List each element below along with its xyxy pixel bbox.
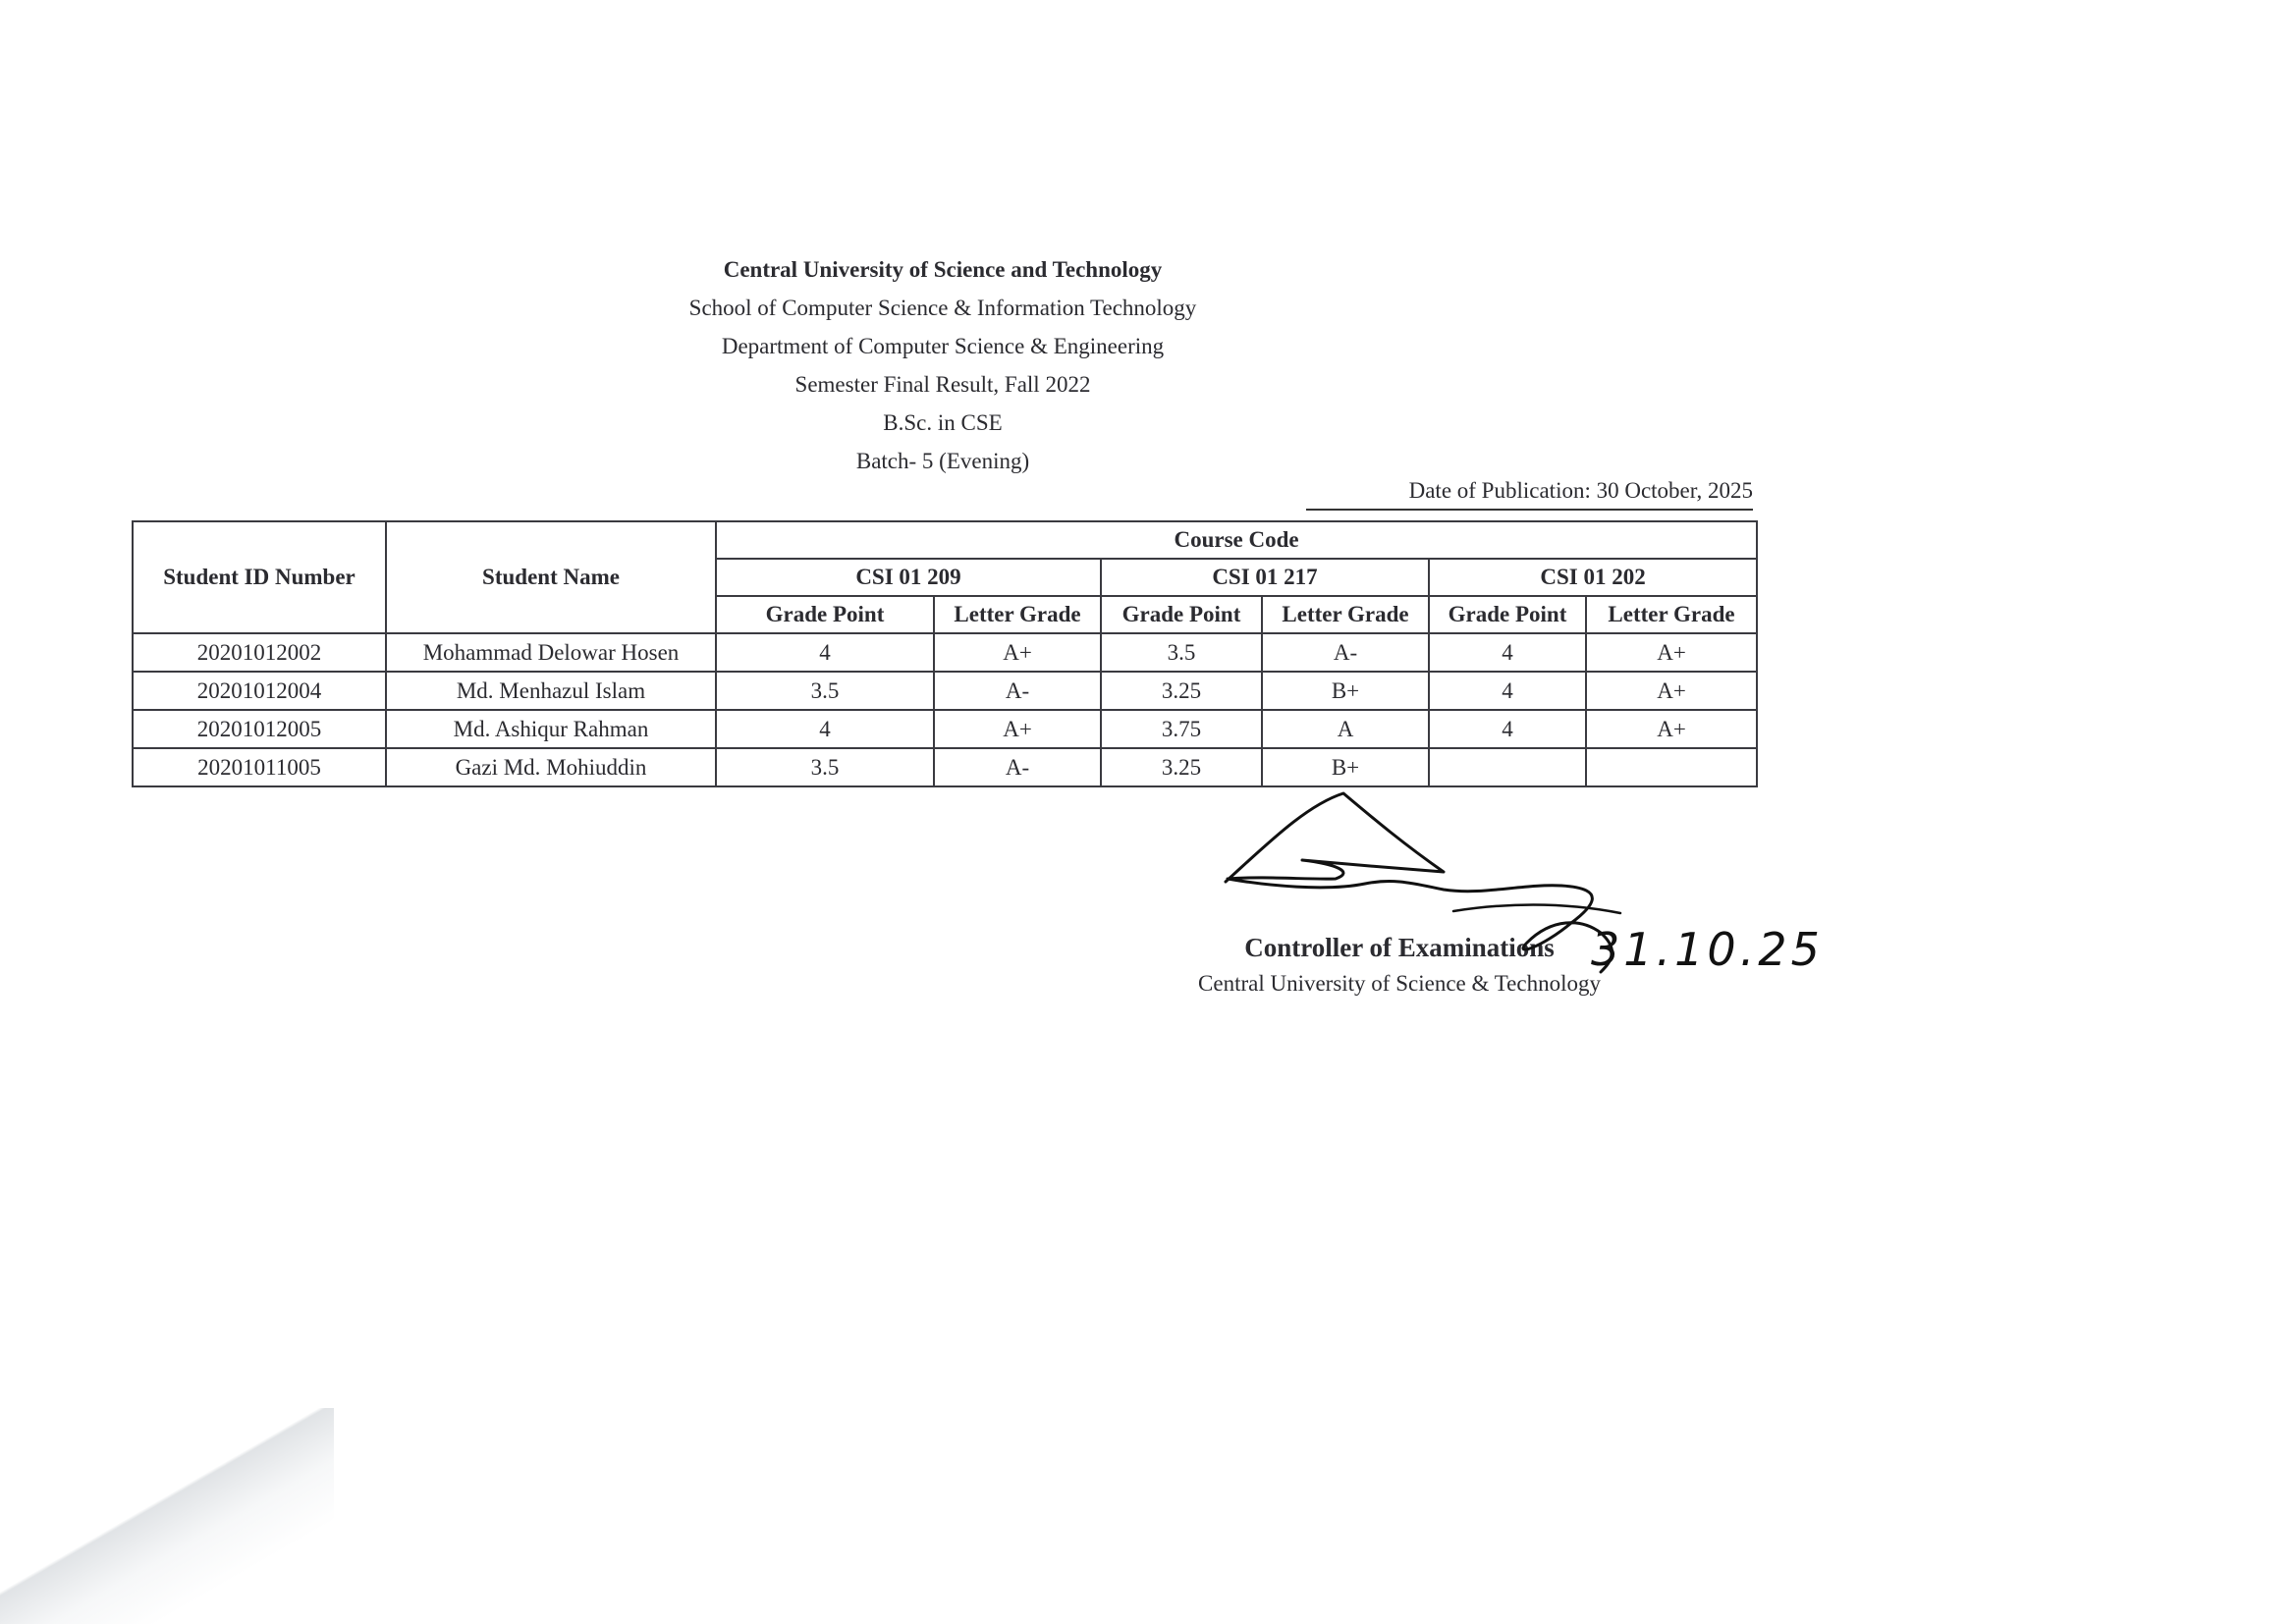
grade-point-cell: [1429, 748, 1586, 786]
publication-date: Date of Publication: 30 October, 2025: [1306, 475, 1753, 511]
student-name-cell: Md. Ashiqur Rahman: [386, 710, 716, 748]
letter-grade-cell: B+: [1262, 748, 1429, 786]
header-letter-grade: Letter Grade: [934, 596, 1101, 633]
header-letter-grade: Letter Grade: [1586, 596, 1757, 633]
batch-name: Batch- 5 (Evening): [855, 449, 1030, 473]
document-header: [511, 250, 1375, 480]
table-row: [133, 672, 1757, 710]
header-course-3: CSI 01 202: [1429, 559, 1757, 596]
signatory-title: Controller of Examinations: [1244, 933, 1555, 962]
letter-grade-cell: A: [1262, 710, 1429, 748]
university-name: Central University of Science and Technology: [723, 257, 1163, 282]
scan-shadow: [0, 1408, 334, 1624]
letter-grade-cell: A+: [934, 633, 1101, 672]
grade-point-cell: 3.75: [1101, 710, 1262, 748]
student-name-cell: Gazi Md. Mohiuddin: [386, 748, 716, 786]
signatory-organization: Central University of Science & Technology: [1198, 971, 1601, 996]
grade-point-cell: 3.5: [716, 672, 934, 710]
student-id-cell: 20201011005: [133, 748, 386, 786]
results-table: [132, 520, 1758, 787]
table-row: [133, 633, 1757, 672]
grade-point-cell: 4: [1429, 672, 1586, 710]
letter-grade-cell: A-: [934, 672, 1101, 710]
student-name-cell: Mohammad Delowar Hosen: [386, 633, 716, 672]
header-course-1: CSI 01 209: [716, 559, 1101, 596]
table-row: [133, 710, 1757, 748]
header-grade-point: Grade Point: [716, 596, 934, 633]
grade-point-cell: 4: [716, 710, 934, 748]
program-name: B.Sc. in CSE: [883, 410, 1003, 435]
letter-grade-cell: A-: [934, 748, 1101, 786]
header-grade-point: Grade Point: [1101, 596, 1262, 633]
grade-point-cell: 3.25: [1101, 672, 1262, 710]
header-student-id: Student ID Number: [133, 521, 386, 633]
table-row: [133, 748, 1757, 786]
result-title: Semester Final Result, Fall 2022: [794, 372, 1091, 397]
header-course-2: CSI 01 217: [1101, 559, 1429, 596]
student-id-cell: 20201012005: [133, 710, 386, 748]
header-letter-grade: Letter Grade: [1262, 596, 1429, 633]
department-name: Department of Computer Science & Engineering: [721, 334, 1165, 358]
letter-grade-cell: A+: [934, 710, 1101, 748]
student-id-cell: 20201012002: [133, 633, 386, 672]
school-name: School of Computer Science & Information Technology: [688, 296, 1197, 320]
grade-point-cell: 4: [716, 633, 934, 672]
header-course-code: Course Code: [716, 521, 1757, 559]
handwritten-date: 31.10.25: [1591, 923, 1824, 976]
letter-grade-cell: [1586, 748, 1757, 786]
signature-block: [1129, 928, 1669, 1001]
header-grade-point: Grade Point: [1429, 596, 1586, 633]
letter-grade-cell: A+: [1586, 672, 1757, 710]
student-name-cell: Md. Menhazul Islam: [386, 672, 716, 710]
header-student-name: Student Name: [386, 521, 716, 633]
grade-point-cell: 3.5: [1101, 633, 1262, 672]
grade-point-cell: 3.5: [716, 748, 934, 786]
letter-grade-cell: B+: [1262, 672, 1429, 710]
student-id-cell: 20201012004: [133, 672, 386, 710]
letter-grade-cell: A+: [1586, 710, 1757, 748]
grade-point-cell: 4: [1429, 710, 1586, 748]
letter-grade-cell: A+: [1586, 633, 1757, 672]
letter-grade-cell: A-: [1262, 633, 1429, 672]
grade-point-cell: 3.25: [1101, 748, 1262, 786]
grade-point-cell: 4: [1429, 633, 1586, 672]
